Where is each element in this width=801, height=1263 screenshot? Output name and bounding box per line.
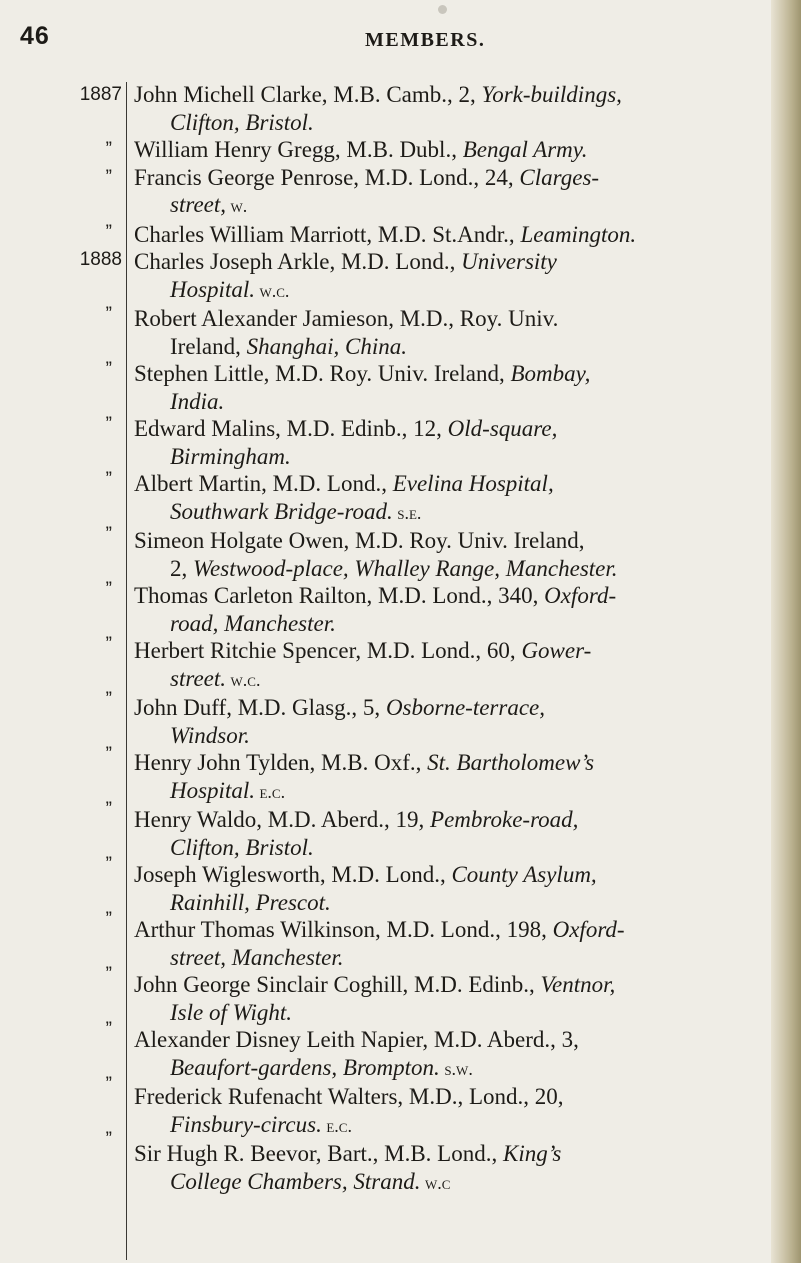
member-entry [134, 527, 766, 582]
year-mark: ” [105, 799, 112, 820]
year-spacer [16, 659, 122, 687]
year-mark: 1887 [79, 84, 122, 105]
entry-address: Windsor. [170, 722, 250, 748]
member-entry [134, 582, 766, 637]
year-mark: 1888 [79, 249, 122, 270]
entry-line-2 [134, 610, 766, 638]
year-mark: ” [105, 1074, 112, 1095]
entry-text: Herbert Ritchie Spencer, M.D. Lond., 60, [134, 638, 522, 663]
member-entry [134, 164, 766, 221]
entry-address: Isle of Wight. [170, 999, 293, 1025]
year-spacer [16, 274, 122, 302]
entry-line-2 [134, 191, 766, 221]
entry-text: Charles William Marriott, M.D. St.Andr., [134, 221, 521, 247]
entry-text: Henry John Tylden, M.B. Oxf., [134, 750, 428, 775]
entry-address: St. Bartholomew’s [427, 750, 595, 775]
year-spacer [16, 109, 122, 137]
year-spacer [16, 714, 122, 742]
entry-text: William Henry Gregg, M.B. Dubl., [134, 137, 463, 162]
entry-address: Osborne-terrace, [385, 695, 545, 720]
member-entry [134, 861, 766, 916]
year-spacer [16, 604, 122, 632]
entry-text: Francis George Penrose, M.D. Lond., 24, [134, 164, 520, 190]
entry-line-1 [134, 360, 766, 388]
year-spacer [16, 769, 122, 797]
year-spacer [16, 934, 122, 962]
year-mark: ” [105, 414, 112, 435]
entry-line-1 [134, 136, 766, 164]
entry-text: Thomas Carleton Railton, M.D. Lond., 340, [134, 583, 545, 608]
year-mark: ” [105, 304, 112, 325]
entry-address: Shanghai, China. [246, 333, 408, 359]
year-mark: ” [105, 221, 112, 243]
entry-line-1 [134, 164, 766, 192]
member-entry [134, 637, 766, 694]
entry-text: Stephen Little, M.D. Roy. Univ. Ireland, [134, 361, 511, 386]
entry-address: County Asylum, [451, 862, 597, 887]
year-mark: ” [105, 1129, 112, 1150]
member-entry [134, 415, 766, 470]
member-entry [134, 694, 766, 749]
postal-district: w.c [420, 1172, 451, 1193]
entry-line-2 [134, 777, 766, 807]
entry-line-1 [134, 806, 766, 834]
entry-text: Sir Hugh R. Beevor, Bart., M.B. Lond., [134, 1141, 503, 1166]
year-spacer [16, 439, 122, 467]
entry-address: Clifton, Bristol. [170, 834, 314, 860]
entry-line-1 [134, 637, 766, 665]
entry-address: Southwark Bridge-road. [170, 498, 393, 524]
running-head: MEMBERS. [365, 29, 486, 51]
entry-line-2 [134, 443, 766, 471]
year-spacer [16, 384, 122, 412]
entry-text: Ireland, [170, 333, 247, 359]
year-spacer [16, 824, 122, 852]
year-mark: ” [105, 469, 112, 490]
entry-line-2 [134, 834, 766, 862]
member-entry [134, 1083, 766, 1140]
entry-line-2 [134, 722, 766, 750]
year-spacer [16, 989, 122, 1017]
page-mark [438, 5, 447, 14]
year-mark: ” [105, 909, 112, 930]
entry-address: Rainhill, Prescot. [170, 889, 331, 915]
page-number: 46 [20, 22, 50, 50]
entry-address: road, Manchester. [170, 610, 336, 636]
entry-address: street, Manchester. [170, 944, 344, 970]
entry-text: Arthur Thomas Wilkinson, M.D. Lond., 198, [134, 917, 553, 942]
member-entry [134, 360, 766, 415]
entry-line-2 [134, 1111, 766, 1141]
entry-text: 2, [170, 555, 193, 581]
entry-address: Finsbury-circus. [170, 1111, 322, 1137]
entry-address: King’s [502, 1141, 562, 1166]
entry-line-2 [134, 1054, 766, 1084]
entry-address: Hospital. [170, 276, 255, 302]
postal-district: w. [226, 196, 248, 216]
postal-district: e.c. [254, 781, 286, 802]
entry-address: Pembroke-road, [430, 807, 579, 832]
member-entry [134, 749, 766, 806]
year-mark: ” [105, 744, 112, 765]
entry-text: Joseph Wiglesworth, M.D. Lond., [134, 862, 452, 887]
member-entry [134, 470, 766, 527]
entry-line-1 [134, 694, 766, 722]
entry-line-2 [134, 109, 766, 137]
entry-line-1 [134, 749, 766, 777]
entry-text: Frederick Rufenacht Walters, M.D., Lond., 20, [134, 1084, 564, 1109]
entry-line-1 [134, 916, 766, 944]
year-mark: ” [105, 689, 112, 710]
entry-line-1 [134, 81, 766, 109]
year-spacer [16, 1044, 122, 1072]
year-mark: ” [105, 359, 112, 380]
year-mark: ” [105, 524, 112, 545]
member-entry [134, 1140, 766, 1197]
year-spacer [16, 191, 122, 219]
year-spacer [16, 494, 122, 522]
entry-address: Oxford- [552, 917, 625, 942]
entry-text: Edward Malins, M.D. Edinb., 12, [134, 416, 448, 441]
entry-line-1 [134, 582, 766, 610]
margin-rule [126, 82, 127, 1260]
entry-address: Gower- [521, 638, 592, 663]
entry-address: Bombay, [510, 361, 591, 386]
postal-district: w.c. [254, 280, 290, 301]
entry-line-2 [134, 665, 766, 695]
member-entry [134, 81, 766, 136]
entry-line-2 [134, 1168, 766, 1198]
year-mark: ” [105, 854, 112, 875]
entry-address: York-buildings, [481, 82, 622, 107]
member-entry [134, 806, 766, 861]
year-mark: ” [105, 1019, 112, 1040]
member-entry [134, 971, 766, 1026]
year-spacer [16, 1099, 122, 1127]
entry-address: Old-square, [447, 416, 558, 441]
entry-address: Beaufort-gardens, Brompton. [170, 1054, 440, 1080]
entry-address: Clarges- [519, 164, 600, 190]
entry-address: Westwood-place, Whalley Range, Manchester. [193, 555, 618, 581]
entry-line-2 [134, 944, 766, 972]
entry-text: Robert Alexander Jamieson, M.D., Roy. Univ. [134, 306, 559, 331]
year-mark: ” [105, 166, 112, 188]
entry-text: John George Sinclair Coghill, M.D. Edinb., [134, 972, 541, 997]
member-entry [134, 221, 766, 249]
member-entry [134, 136, 766, 164]
entry-line-1 [134, 527, 766, 555]
entry-text: Simeon Holgate Owen, M.D. Roy. Univ. Ireland, [134, 528, 585, 553]
entry-address: University [461, 249, 557, 274]
member-entry [134, 248, 766, 305]
entry-address: street. [170, 665, 226, 691]
postal-district: w.c. [226, 669, 261, 690]
entry-line-1 [134, 470, 766, 498]
entry-line-2 [134, 555, 766, 583]
entry-line-1 [134, 221, 766, 249]
entry-line-1 [134, 1026, 766, 1054]
entry-line-1 [134, 971, 766, 999]
entry-text: John Duff, M.D. Glasg., 5, [134, 695, 386, 720]
entry-address: Birmingham. [170, 443, 291, 469]
entry-line-1 [134, 1083, 766, 1111]
entry-address: College Chambers, Strand. [170, 1168, 421, 1194]
year-spacer [16, 879, 122, 907]
member-entry [134, 305, 766, 360]
year-mark: ” [105, 139, 112, 160]
entry-line-2 [134, 498, 766, 528]
entry-line-1 [134, 248, 766, 276]
year-spacer [16, 549, 122, 577]
entry-line-1 [134, 415, 766, 443]
entry-address: Leamington. [520, 221, 637, 247]
year-mark: ” [105, 579, 112, 600]
member-entry [134, 916, 766, 971]
entry-line-2 [134, 889, 766, 917]
year-spacer [16, 1154, 122, 1182]
year-column [16, 81, 122, 1181]
postal-district: s.e. [392, 502, 422, 523]
entry-text: Henry Waldo, M.D. Aberd., 19, [134, 807, 431, 832]
member-entry [134, 1026, 766, 1083]
entry-address: Ventnor, [540, 972, 616, 997]
entry-address: Bengal Army. [462, 137, 588, 162]
entry-text: Alexander Disney Leith Napier, M.D. Aberd., 3, [134, 1027, 579, 1052]
page-edge-shadow [771, 0, 801, 1263]
entry-address: Hospital. [170, 777, 255, 803]
entry-line-2 [134, 276, 766, 306]
entry-address: Evelina Hospital, [392, 471, 554, 496]
entry-line-1 [134, 1140, 766, 1168]
entry-address: India. [170, 388, 225, 414]
entry-line-2 [134, 999, 766, 1027]
year-spacer [16, 329, 122, 357]
entry-text: John Michell Clarke, M.B. Camb., 2, [134, 82, 482, 107]
entry-line-1 [134, 861, 766, 889]
entry-line-1 [134, 305, 766, 333]
year-mark: ” [105, 964, 112, 985]
entry-line-2 [134, 388, 766, 416]
postal-district: s.w. [439, 1058, 473, 1079]
year-mark: ” [105, 634, 112, 655]
entry-address: Oxford- [544, 583, 617, 608]
entry-address: street, [170, 192, 226, 217]
member-list [134, 81, 766, 1197]
postal-district: e.c. [321, 1115, 352, 1136]
entry-address: Clifton, Bristol. [170, 109, 314, 135]
entry-text: Albert Martin, M.D. Lond., [134, 471, 393, 496]
entry-line-2 [134, 333, 766, 361]
entry-text: Charles Joseph Arkle, M.D. Lond., [134, 249, 462, 274]
